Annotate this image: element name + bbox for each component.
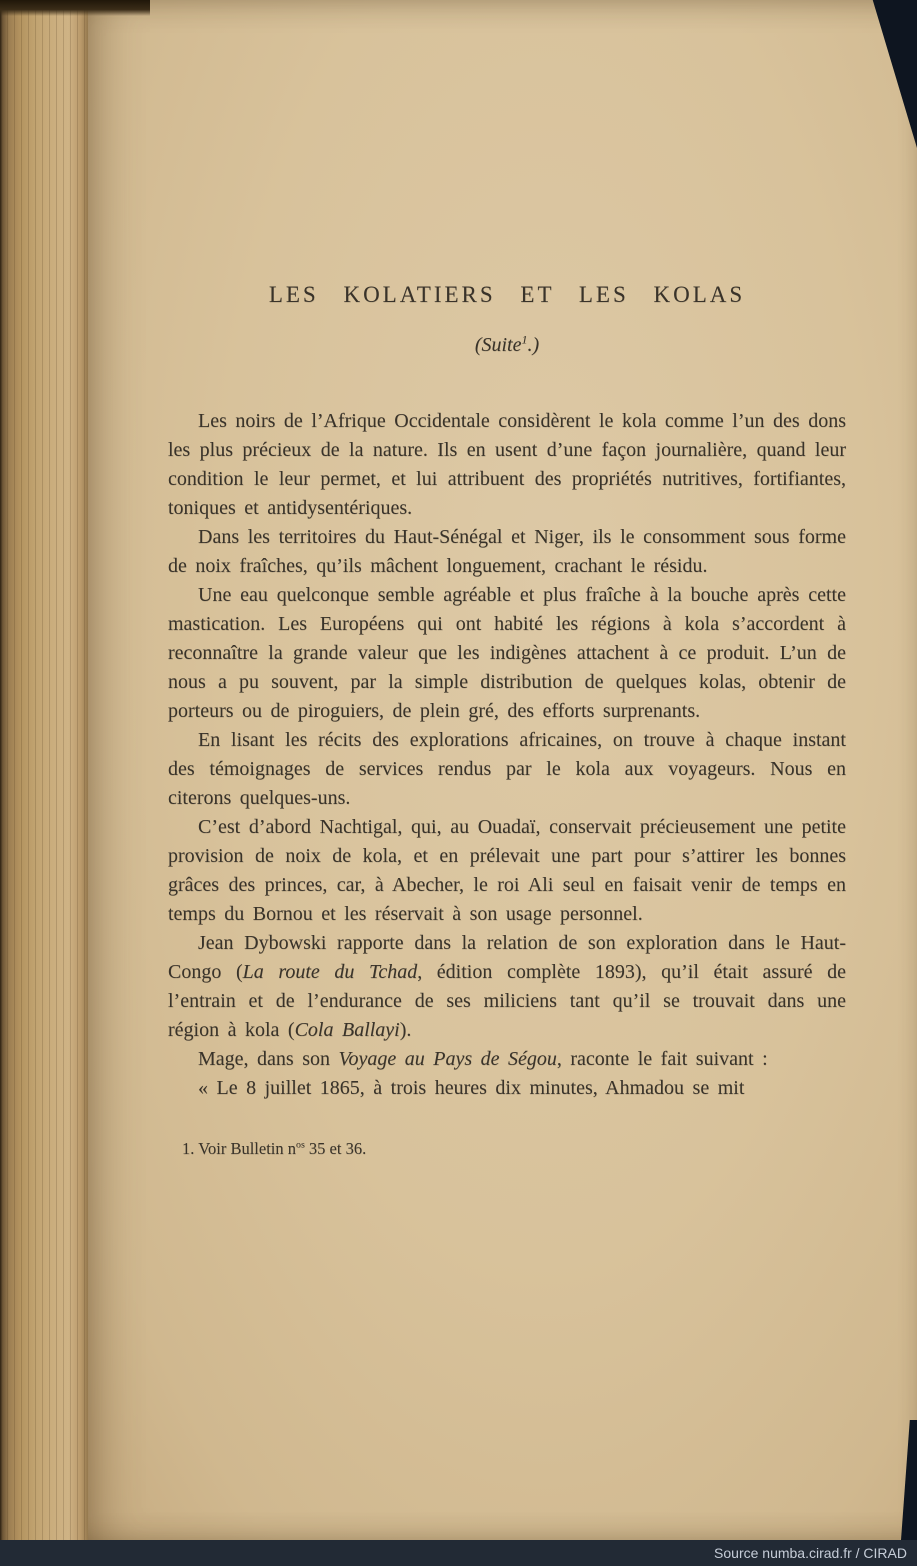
page-title: LES KOLATIERS ET LES KOLAS [268, 282, 746, 307]
page-content [168, 0, 846, 1159]
paragraph: Une eau quelconque semble agréable et plus fraîche à la bouche après cette mastication. Les Européens qui ont habité les régions à kola s’accordent à reconnaître la grande valeur que les indigènes attachent à ce produit. L’un de nous a pu souvent, par la simple distribution de quelques kolas, obtenir de porteurs ou de piroguiers, de plein gré, des efforts surprenants. [168, 584, 846, 722]
scan-shadow-top-left [0, 0, 150, 16]
book-page-edge-stack [0, 0, 90, 1540]
paragraph: Dans les territoires du Haut-Sénégal et Niger, ils le consomment sous forme de noix fraîches, qu’ils mâchent longuement, crachant le résidu. [168, 526, 846, 577]
footer-bar [0, 1540, 917, 1566]
paragraph: Jean Dybowski rapporte dans la relation de son exploration dans le Haut-Congo (La route du Tchad, édition complète 1893), qu’il était assuré de l’entrain et de l’endurance de ses miliciens tant qu’il se trouvait dans une région à kola (Cola Ballayi). [168, 932, 847, 1041]
page-subtitle: (Suite$^1$.) [474, 332, 540, 356]
paragraph: Les noirs de l’Afrique Occidentale considèrent le kola comme l’un des dons les plus précieux de la nature. Ils en usent d’une façon journalière, quand leur condition le leur permet, et lui attribuent des propriétés nutritives, fortifiantes, toniques et antidysentériques. [168, 410, 846, 519]
paragraph: Mage, dans son Voyage au Pays de Ségou, raconte le fait suivant : [198, 1048, 768, 1070]
book-page [88, 0, 917, 1540]
body-text [168, 407, 846, 1103]
paragraph: « Le 8 juillet 1865, à trois heures dix minutes, Ahmadou se mit [198, 1077, 745, 1099]
paragraph: C’est d’abord Nachtigal, qui, au Ouadaï, conservait précieusement une petite provision de noix de kola, et en prélevait une part pour s’attirer les bonnes grâces des princes, car, à Abecher, le roi Ali seul en faisait venir de temps en temps du Bornou et les réservait à son usage personnel. [168, 816, 846, 925]
footnote: 1. Voir Bulletin $n^{os}$ 35 et 36. [182, 1139, 367, 1158]
source-attribution: Source numba.cirad.fr / CIRAD [714, 1545, 907, 1561]
paragraph: En lisant les récits des explorations africaines, on trouve à chaque instant des témoignages de services rendus par le kola aux voyageurs. Nous en citerons quelques-uns. [168, 729, 846, 809]
